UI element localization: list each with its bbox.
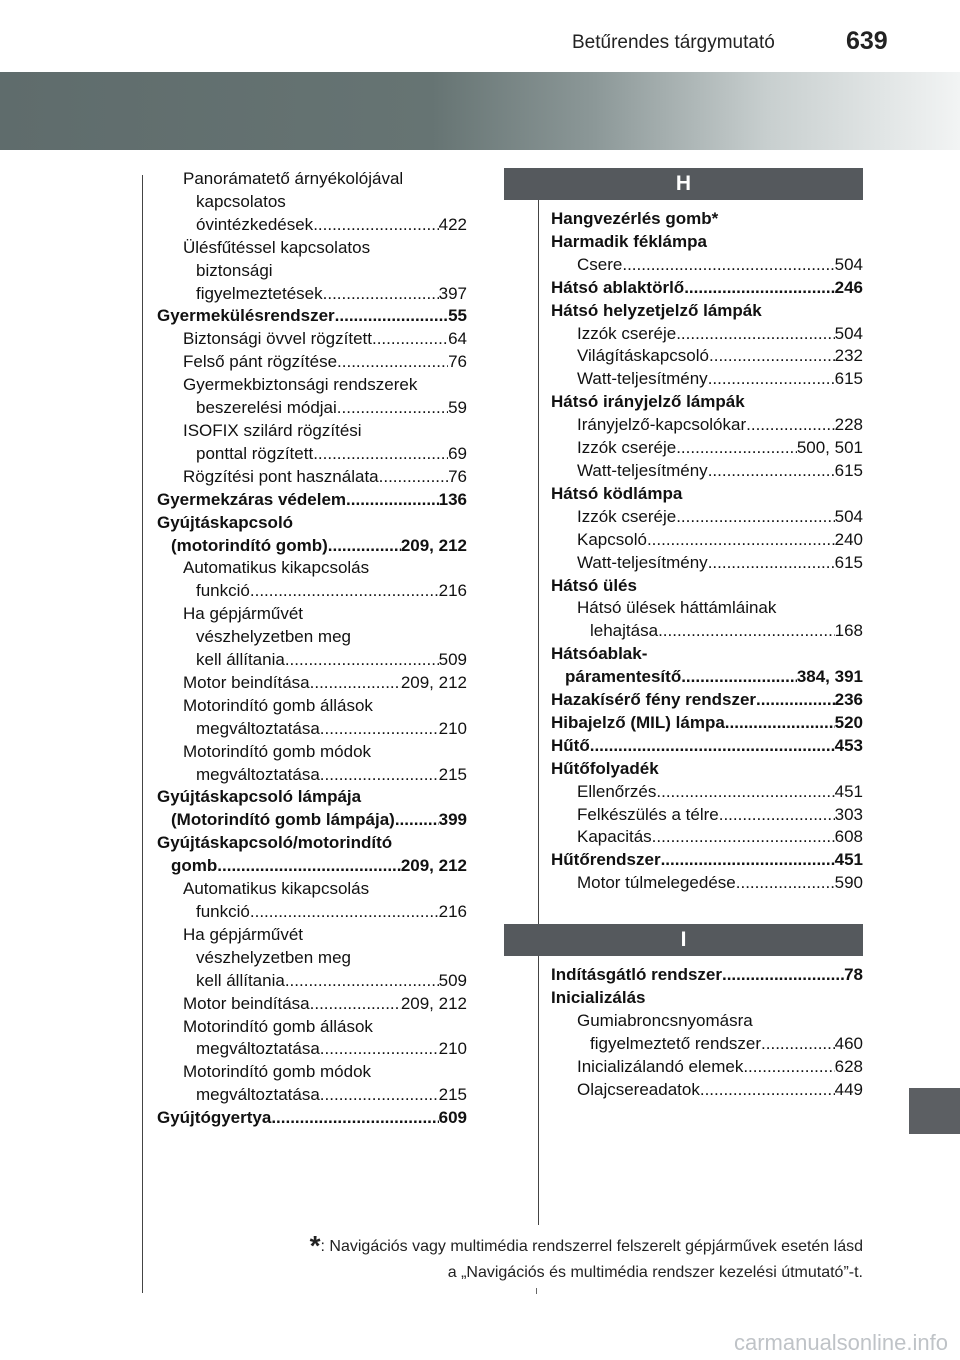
- entry-term: Gyújtáskapcsoló: [157, 512, 294, 532]
- entry-term: Gyújtáskapcsoló/motorindító: [157, 833, 393, 853]
- index-entry: [551, 666, 863, 689]
- entry-page: 451: [834, 850, 863, 870]
- index-entry: [551, 758, 863, 781]
- entry-term: beszerelési módjai: [196, 398, 337, 418]
- index-entry: [157, 924, 467, 947]
- entry-page: 590: [834, 873, 863, 893]
- entry-term: Motorindító gomb módok: [183, 741, 372, 761]
- entry-page: 509: [438, 970, 467, 990]
- index-entry: [157, 305, 467, 328]
- dot-leader: [736, 872, 835, 895]
- dot-leader: [743, 1056, 834, 1079]
- index-entry: [157, 603, 467, 626]
- entry-term: Hátsó ablaktörlő: [551, 277, 685, 297]
- entry-term: funkció: [196, 902, 250, 921]
- index-entry: [157, 351, 467, 374]
- entry-term: Hangvezérlés gomb*: [551, 209, 719, 228]
- index-entry: [551, 1056, 863, 1079]
- entry-term: Hátsó irányjelző lámpák: [551, 392, 745, 412]
- footnote: [230, 1230, 863, 1286]
- entry-page: 69: [448, 443, 467, 463]
- dot-leader: [756, 689, 835, 712]
- index-entry: [551, 620, 863, 643]
- entry-term: Felső pánt rögzítése: [183, 352, 338, 372]
- index-entry: [551, 575, 863, 598]
- entry-term: páramentesítő: [565, 667, 682, 687]
- footnote-line-1: : Navigációs vagy multimédia rendszerrel felszerelt gépjárművek esetén lásd: [320, 1238, 863, 1255]
- index-entry: [157, 512, 467, 535]
- entry-page: 240: [834, 529, 863, 549]
- dot-leader: [335, 305, 448, 328]
- index-entry: [551, 643, 863, 666]
- entry-page: 504: [834, 254, 863, 274]
- dot-leader: [310, 672, 401, 695]
- entry-page: 451: [834, 781, 863, 801]
- entry-term: Motor beindítása: [183, 993, 310, 1013]
- dot-leader: [337, 397, 448, 420]
- footnote-star: *: [309, 1230, 321, 1261]
- entry-term: Indításgátló rendszer: [551, 965, 722, 985]
- index-entry: [157, 1016, 467, 1039]
- dot-leader: [676, 506, 834, 529]
- entry-term: Csere: [577, 254, 623, 274]
- entry-term: Motor beindítása: [183, 672, 310, 692]
- entry-term: Motorindító gomb állások: [183, 695, 373, 715]
- dot-leader: [271, 1107, 438, 1130]
- entry-term: ponttal rögzített: [196, 443, 314, 463]
- index-entry: [551, 323, 863, 346]
- dot-leader: [285, 970, 439, 993]
- dot-leader: [722, 964, 844, 987]
- entry-term: Hűtő: [551, 735, 590, 755]
- dot-leader: [337, 351, 448, 374]
- entry-page: 209, 212: [400, 672, 467, 692]
- entry-term: megváltoztatása: [196, 718, 320, 738]
- index-entry: [157, 466, 467, 489]
- index-entry: [157, 1061, 467, 1084]
- index-entry: [551, 804, 863, 827]
- entry-term: megváltoztatása: [196, 1085, 320, 1105]
- dot-leader: [761, 1033, 835, 1056]
- index-entry: [157, 557, 467, 580]
- section-title: Betűrendes tárgymutató: [572, 32, 775, 53]
- entry-term: Rögzítési pont használata: [183, 466, 379, 486]
- index-entry: [551, 849, 863, 872]
- dot-leader: [320, 718, 439, 741]
- entry-term: Motorindító gomb állások: [183, 1016, 373, 1036]
- entry-page: 397: [438, 283, 467, 303]
- entry-term: Watt-teljesítmény: [577, 369, 708, 389]
- entry-term: kell állítania: [196, 650, 285, 670]
- index-entry: [157, 328, 467, 351]
- index-entry: [551, 552, 863, 575]
- entry-term: (Motorindító gomb lámpája): [171, 810, 395, 830]
- entry-page: 422: [438, 214, 467, 234]
- index-entry: [157, 695, 467, 718]
- index-entry: [551, 414, 863, 437]
- entry-page: 628: [834, 1056, 863, 1076]
- entry-term: Felkészülés a télre: [577, 804, 719, 824]
- entry-term: lehajtása: [590, 621, 659, 641]
- dot-leader: [250, 580, 439, 603]
- entry-term: Irányjelző-kapcsolókar: [577, 415, 747, 435]
- entry-page: 384, 391: [796, 667, 863, 687]
- dot-leader: [346, 489, 439, 512]
- entry-term: Ha gépjárművét: [183, 604, 304, 624]
- dot-leader: [746, 414, 834, 437]
- entry-page: 303: [834, 804, 863, 824]
- index-entry: [551, 872, 863, 895]
- entry-term: Olajcsereadatok: [577, 1079, 700, 1099]
- entry-term: Kapcsoló: [577, 529, 647, 549]
- index-entry: [157, 947, 467, 970]
- index-entry: [157, 901, 467, 924]
- entry-term: funkció: [196, 581, 250, 601]
- section-h-entries: [551, 208, 863, 895]
- entry-term: Gyermekzáras védelem: [157, 489, 347, 509]
- watermark: carmanualsonline.info: [733, 1330, 948, 1355]
- entry-term: Automatikus kikapcsolás: [183, 558, 370, 578]
- entry-page: 236: [834, 690, 863, 710]
- letter-heading-i: I: [504, 924, 863, 956]
- entry-page: 608: [834, 827, 863, 847]
- entry-term: biztonsági: [196, 260, 273, 280]
- page-number: 639: [846, 27, 888, 55]
- entry-page: 59: [448, 398, 467, 418]
- entry-term: kapcsolatos: [196, 191, 286, 211]
- entry-page: 215: [438, 764, 467, 784]
- entry-page: 504: [834, 506, 863, 526]
- column-divider-middle: [538, 175, 539, 1225]
- entry-page: 136: [438, 489, 467, 509]
- index-entry: [157, 809, 467, 832]
- entry-term: vészhelyzetben meg: [196, 627, 351, 647]
- entry-term: Gumiabroncsnyomásra: [577, 1011, 753, 1030]
- entry-page: 615: [834, 552, 863, 572]
- index-entry: [157, 878, 467, 901]
- entry-term: Motorindító gomb módok: [183, 1062, 372, 1082]
- entry-page: 615: [834, 460, 863, 480]
- index-entry: [157, 1107, 467, 1130]
- entry-term: Hátsó ülések háttámláinak: [577, 598, 777, 618]
- entry-term: Watt-teljesítmény: [577, 460, 708, 480]
- index-entry: [157, 626, 467, 649]
- index-entry: [157, 672, 467, 695]
- entry-term: Izzók cseréje: [577, 323, 677, 343]
- index-entry: [551, 460, 863, 483]
- index-entry: [551, 1033, 863, 1056]
- section-i-entries: [551, 964, 863, 1101]
- index-entry: [551, 391, 863, 414]
- dot-leader: [709, 345, 835, 368]
- dot-leader: [676, 437, 797, 460]
- dot-leader: [372, 328, 448, 351]
- entry-page: 460: [834, 1033, 863, 1053]
- index-entry: [157, 1084, 467, 1107]
- entry-term: Watt-teljesítmény: [577, 552, 708, 572]
- entry-term: Izzók cseréje: [577, 438, 677, 458]
- entry-term: gomb: [171, 856, 218, 876]
- entry-page: 504: [834, 323, 863, 343]
- dot-leader: [661, 849, 835, 872]
- index-entry: [157, 741, 467, 764]
- entry-page: 399: [438, 810, 467, 830]
- index-entry: [157, 237, 467, 260]
- index-entry: [551, 368, 863, 391]
- entry-page: 55: [448, 306, 467, 326]
- index-entry: [551, 254, 863, 277]
- dot-leader: [658, 620, 835, 643]
- dot-leader: [217, 855, 401, 878]
- entry-term: Gyermekbiztonsági rendszerek: [183, 375, 418, 395]
- dot-leader: [590, 735, 835, 758]
- entry-term: ISOFIX szilárd rögzítési: [183, 420, 362, 440]
- index-entry: [551, 1079, 863, 1102]
- entry-term: Hűtőfolyadék: [551, 758, 659, 778]
- entry-term: figyelmeztetések: [196, 283, 323, 303]
- index-entry: [157, 993, 467, 1016]
- index-entry: [551, 345, 863, 368]
- dot-leader: [395, 809, 439, 832]
- index-entry: [157, 764, 467, 787]
- index-entry: [157, 489, 467, 512]
- dot-leader: [708, 368, 835, 391]
- entry-term: Hűtőrendszer: [551, 850, 661, 870]
- entry-page: 168: [834, 621, 863, 641]
- entry-page: 500, 501: [796, 438, 863, 458]
- dot-leader: [708, 460, 835, 483]
- entry-term: Hátsó helyzetjelző lámpák: [551, 300, 762, 320]
- entry-term: kell állítania: [196, 970, 285, 990]
- entry-term: Gyújtógyertya: [157, 1108, 272, 1128]
- index-entry: [157, 535, 467, 558]
- dot-leader: [647, 529, 835, 552]
- entry-page: 228: [834, 415, 863, 435]
- chapter-tab-marker: [909, 1088, 960, 1134]
- entry-term: figyelmeztető rendszer: [590, 1033, 762, 1053]
- index-entry: [157, 283, 467, 306]
- entry-page: 215: [438, 1085, 467, 1105]
- index-entry: [551, 826, 863, 849]
- entry-term: Hátsóablak-: [551, 644, 648, 664]
- dot-leader: [320, 1084, 439, 1107]
- index-column-left: [157, 168, 467, 1130]
- dot-leader: [681, 666, 797, 689]
- entry-page: 449: [834, 1079, 863, 1099]
- index-entry: [551, 529, 863, 552]
- entry-term: megváltoztatása: [196, 1039, 320, 1059]
- dot-leader: [313, 443, 448, 466]
- entry-term: Motor túlmelegedése: [577, 873, 736, 893]
- index-entry: [157, 580, 467, 603]
- entry-page: 520: [834, 712, 863, 732]
- dot-leader: [285, 649, 439, 672]
- index-entry: [551, 987, 863, 1010]
- entry-term: Hátsó ülés: [551, 575, 637, 595]
- index-entry: [157, 420, 467, 443]
- index-entry: [551, 300, 863, 323]
- page-header: [0, 0, 960, 66]
- dot-leader: [708, 552, 835, 575]
- dot-leader: [320, 1038, 439, 1061]
- entry-term: óvintézkedések: [196, 214, 314, 234]
- entry-page: 232: [834, 346, 863, 366]
- entry-term: Hibajelző (MIL) lámpa: [551, 712, 725, 732]
- entry-page: 246: [834, 277, 863, 297]
- index-entry: [157, 397, 467, 420]
- entry-term: (motorindító gomb): [171, 535, 328, 555]
- entry-term: vészhelyzetben meg: [196, 947, 351, 967]
- index-entry: [157, 718, 467, 741]
- entry-term: Inicializálás: [551, 988, 646, 1008]
- index-entry: [551, 506, 863, 529]
- index-entry: [157, 374, 467, 397]
- dot-leader: [622, 254, 834, 277]
- index-entry: [157, 970, 467, 993]
- index-entry: [157, 168, 467, 191]
- entry-term: Hazakísérő fény rendszer: [551, 690, 757, 710]
- index-entry: [157, 260, 467, 283]
- entry-term: Ha gépjárművét: [183, 924, 304, 944]
- index-entry: [551, 483, 863, 506]
- index-entry: [551, 689, 863, 712]
- index-entry: [157, 214, 467, 237]
- dot-leader: [313, 214, 438, 237]
- index-entry: [157, 786, 467, 809]
- index-entry: [157, 832, 467, 855]
- index-entry: [551, 1010, 863, 1033]
- dot-leader: [320, 764, 439, 787]
- dot-leader: [328, 535, 401, 558]
- index-entry: [157, 649, 467, 672]
- dot-leader: [323, 283, 439, 306]
- entry-page: 216: [438, 581, 467, 601]
- entry-term: Izzók cseréje: [577, 506, 677, 526]
- center-tick: [536, 1288, 537, 1294]
- footnote-line-2: a „Navigációs és multimédia rendszer kezelési útmutató”-t.: [447, 1264, 863, 1281]
- dot-leader: [656, 781, 834, 804]
- index-entry: [157, 443, 467, 466]
- index-entry: [551, 712, 863, 735]
- entry-page: 509: [438, 650, 467, 670]
- index-column-right: [551, 168, 863, 1102]
- column-divider-left: [142, 175, 143, 1293]
- entry-page: 76: [448, 466, 467, 486]
- dot-leader: [719, 804, 835, 827]
- entry-page: 78: [844, 965, 863, 985]
- index-entry: [551, 277, 863, 300]
- entry-term: Panorámatető árnyékolójával: [183, 169, 404, 188]
- index-entry: [551, 231, 863, 254]
- index-entry: [551, 781, 863, 804]
- index-entry: [551, 437, 863, 460]
- index-entry: [551, 597, 863, 620]
- header-banner: [0, 72, 960, 150]
- entry-term: Ülésfűtéssel kapcsolatos: [183, 237, 371, 257]
- entry-term: Gyújtáskapcsoló lámpája: [157, 787, 362, 807]
- dot-leader: [684, 277, 834, 300]
- entry-term: Ellenőrzés: [577, 781, 657, 801]
- dot-leader: [310, 993, 401, 1016]
- index-entry: [157, 855, 467, 878]
- entry-term: Harmadik féklámpa: [551, 231, 707, 251]
- entry-term: Hátsó ködlámpa: [551, 483, 683, 503]
- entry-page: 209, 212: [400, 535, 467, 555]
- index-entry: [157, 191, 467, 214]
- entry-page: 76: [448, 352, 467, 372]
- entry-term: Gyermekülésrendszer: [157, 306, 335, 326]
- index-entry: [551, 735, 863, 758]
- dot-leader: [676, 323, 834, 346]
- entry-term: Automatikus kikapcsolás: [183, 879, 370, 899]
- entry-page: 453: [834, 735, 863, 755]
- entry-page: 210: [438, 718, 467, 738]
- entry-page: 210: [438, 1039, 467, 1059]
- entry-page: 609: [438, 1108, 467, 1128]
- entry-page: 209, 212: [400, 856, 467, 876]
- entry-term: Világításkapcsoló: [577, 346, 709, 366]
- entry-page: 216: [438, 902, 467, 921]
- dot-leader: [725, 712, 835, 735]
- dot-leader: [700, 1079, 835, 1102]
- index-entry: [157, 1038, 467, 1061]
- entry-page: 209, 212: [400, 993, 467, 1013]
- dot-leader: [652, 826, 835, 849]
- entry-term: Biztonsági övvel rögzített: [183, 329, 372, 349]
- dot-leader: [250, 901, 439, 924]
- entry-page: 615: [834, 369, 863, 389]
- dot-leader: [379, 466, 448, 489]
- entry-term: Kapacitás: [577, 827, 652, 847]
- index-entry: [551, 964, 863, 987]
- index-entry: [551, 208, 863, 231]
- letter-heading-h: H: [504, 168, 863, 200]
- entry-term: megváltoztatása: [196, 764, 320, 784]
- entry-term: Inicializálandó elemek: [577, 1056, 744, 1076]
- entry-page: 64: [448, 329, 467, 349]
